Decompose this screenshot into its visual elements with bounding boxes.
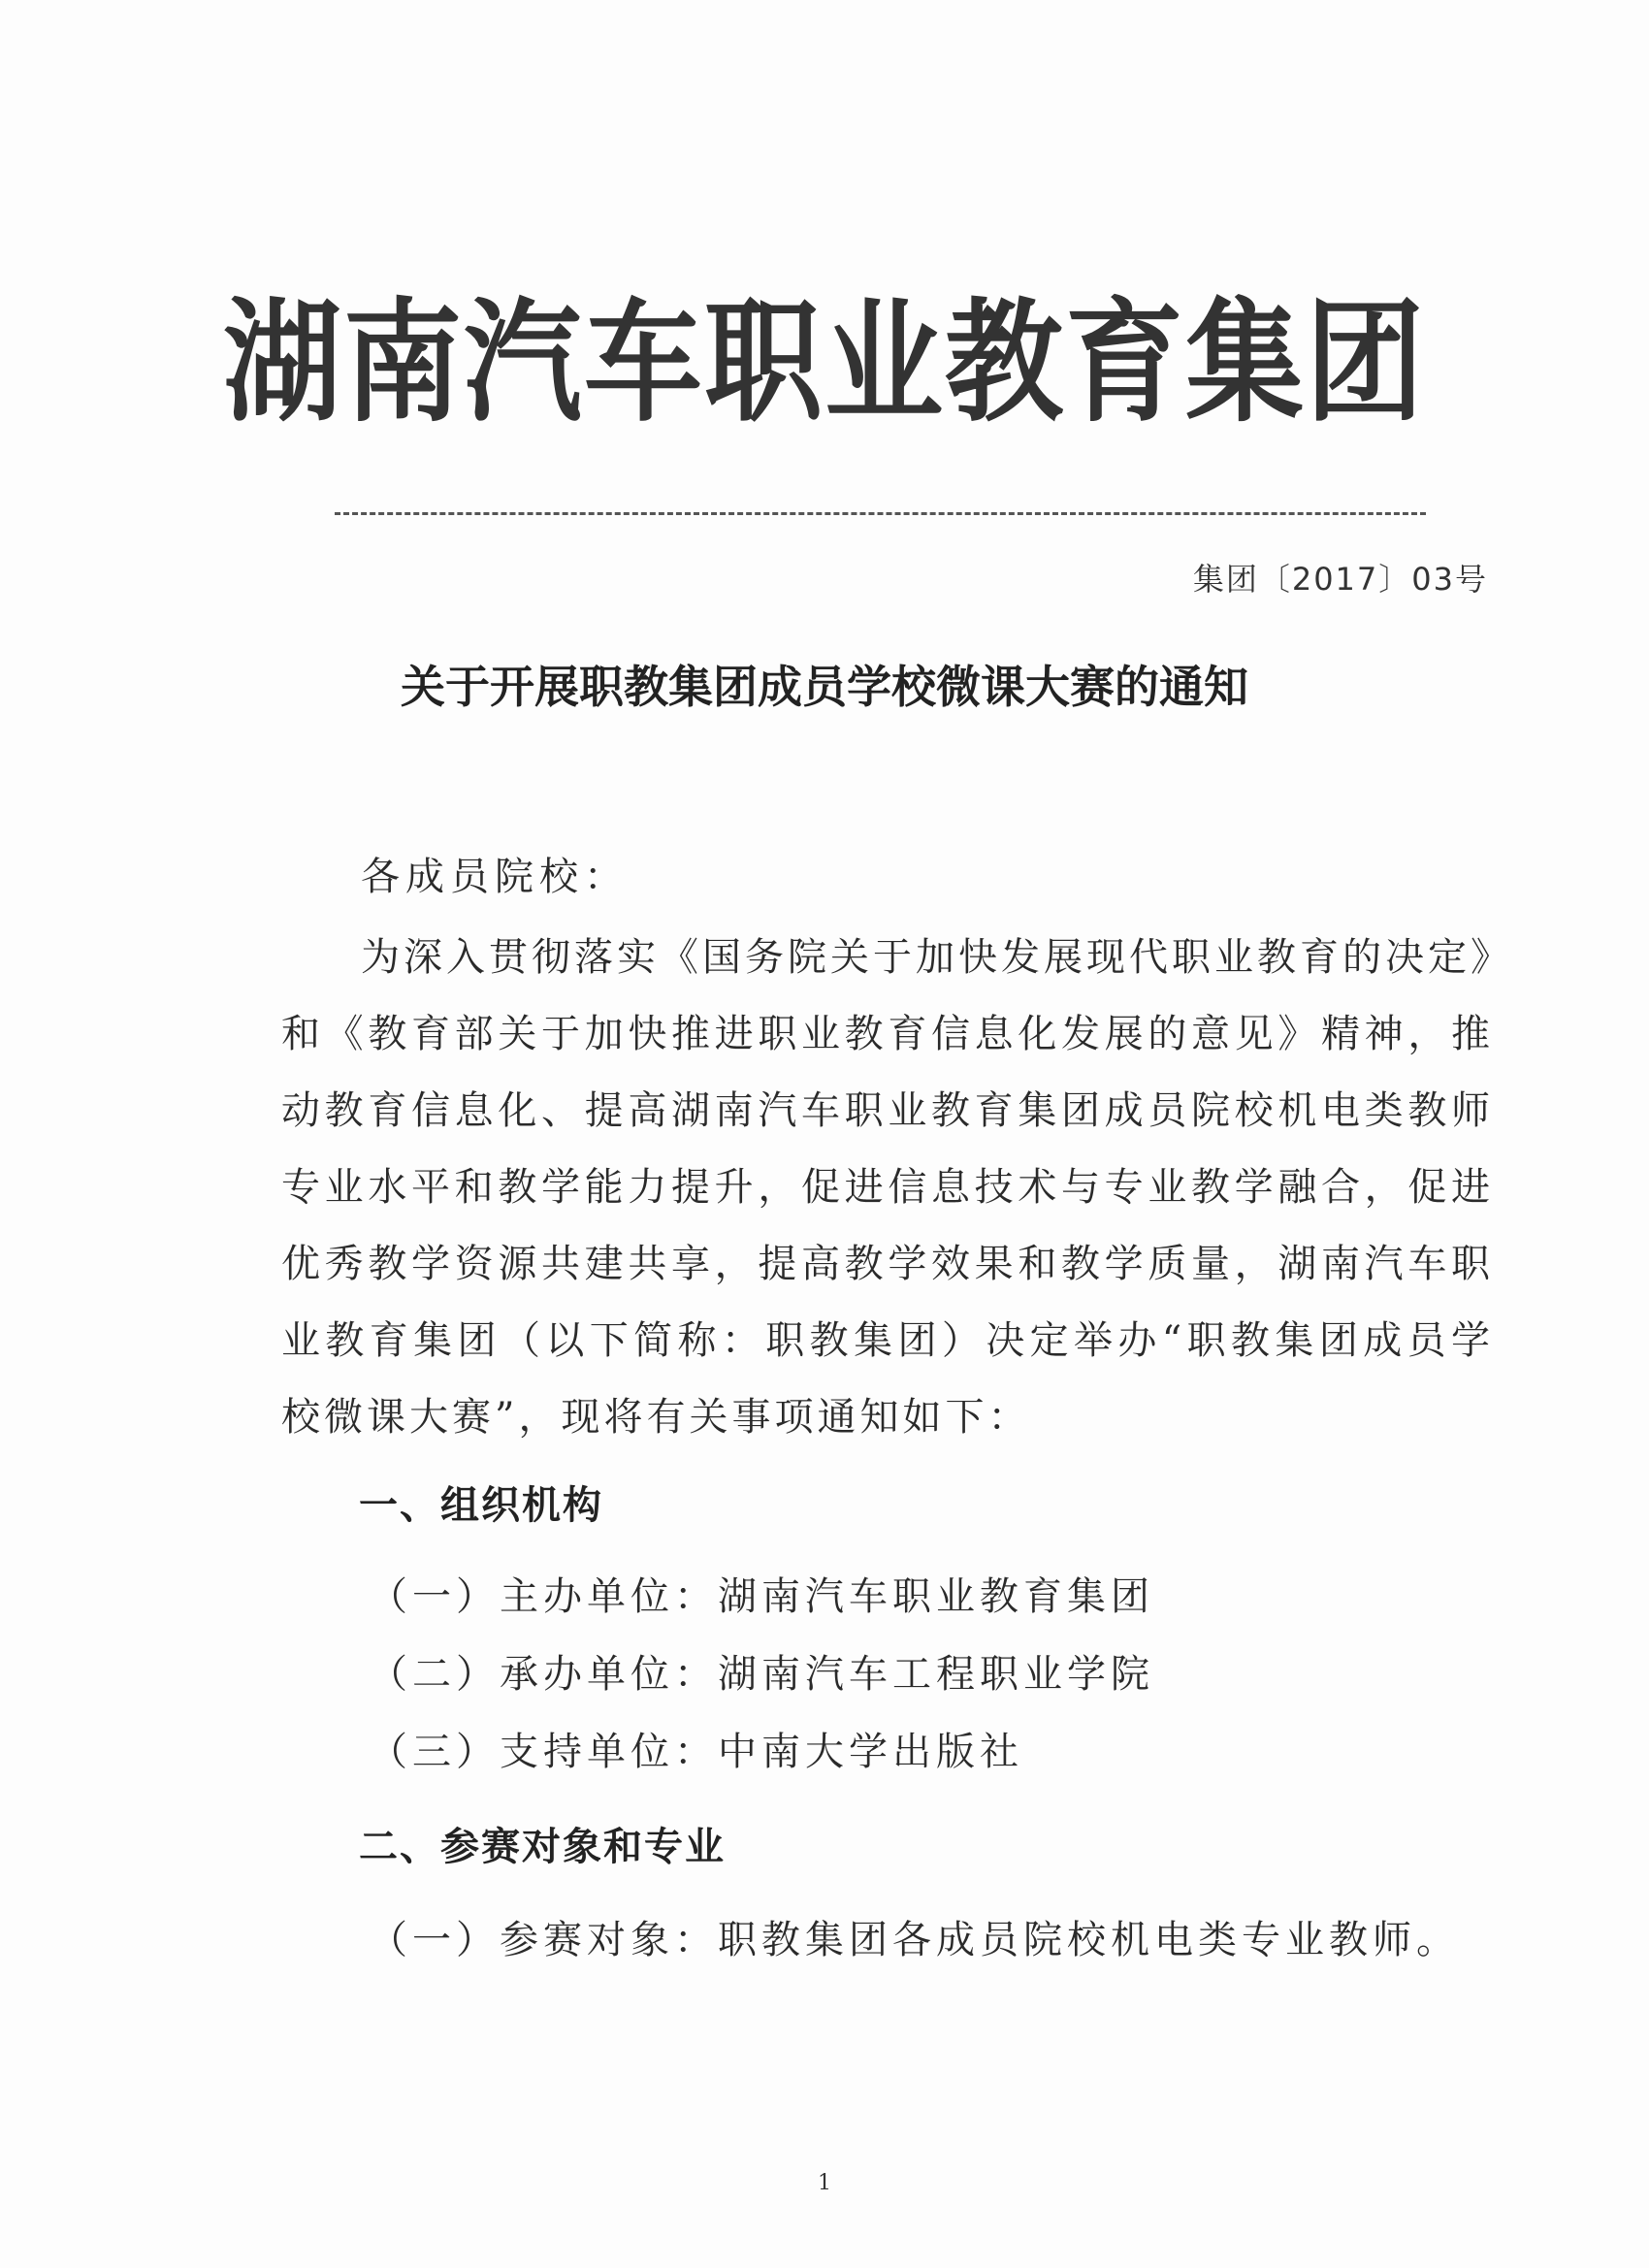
organization-header: 湖南汽车职业教育集团 — [223, 285, 1426, 440]
header-divider — [335, 512, 1426, 515]
page-number: 1 — [818, 2171, 831, 2195]
list-item-host: （一）主办单位：湖南汽车职业教育集团 — [369, 1574, 1154, 1619]
list-item-organizer: （二）承办单位：湖南汽车工程职业学院 — [369, 1652, 1154, 1697]
document-number: 集团〔2017〕03号 — [1192, 561, 1488, 598]
list-item-participants: （一）参赛对象：职教集团各成员院校机电类专业教师。 — [369, 1918, 1460, 1962]
document-title: 关于开展职教集团成员学校微课大赛的通知 — [401, 661, 1248, 713]
salutation: 各成员院校： — [361, 855, 629, 899]
section-heading-participants: 二、参赛对象和专业 — [359, 1825, 726, 1869]
list-item-supporter: （三）支持单位：中南大学出版社 — [369, 1730, 1023, 1774]
section-heading-organization: 一、组织机构 — [359, 1483, 603, 1528]
intro-paragraph: 为深入贯彻落实《国务院关于加快发展现代职业教育的决定》和《教育部关于加快推进职业教育信息化发展的意见》精神，推动教育信息化、提高湖南汽车职业教育集团成员院校机电类教师专业水平和教学能力提升，促进信息技术与专业教学融合，促进优秀教学资源共建共享，提高教学效果和教学质量，湖南汽车职业教育集团（以下简称：职教集团）决定举办“职教集团成员学校微课大赛”，现将有关事项通知如下： — [281, 935, 1494, 1440]
